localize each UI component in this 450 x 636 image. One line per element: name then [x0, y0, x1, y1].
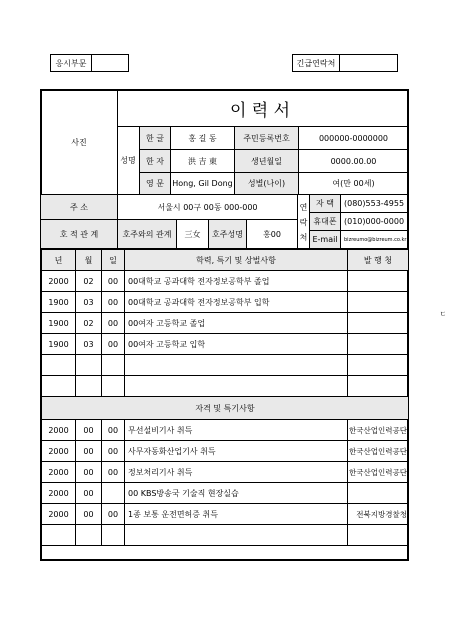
history-detail[interactable] — [125, 355, 348, 376]
gender-age-label: 성별(나이) — [235, 173, 298, 194]
name-hangul-value[interactable]: 홍 길 동 — [188, 133, 217, 143]
name-hanja-value[interactable]: 洪 吉 東 — [187, 156, 218, 166]
history-day[interactable] — [102, 355, 125, 376]
birth-date-value[interactable]: 0000.00.00 — [330, 156, 377, 166]
history-issuer[interactable] — [348, 376, 409, 397]
cert-month[interactable] — [76, 525, 102, 546]
history-issuer[interactable] — [348, 334, 409, 355]
history-row — [42, 292, 409, 313]
cert-year[interactable]: 2000 — [42, 462, 76, 483]
cert-month[interactable]: 00 — [76, 504, 102, 525]
cert-issuer[interactable]: 한국산업인력공단 — [348, 462, 409, 483]
cert-issuer[interactable]: 한국산업인력공단 — [348, 420, 409, 441]
gender-age-value[interactable]: 여(만 00세) — [332, 179, 375, 188]
family-head-name-label: 호주성명 — [209, 220, 246, 248]
history-detail[interactable]: 00대학교 공과대학 전자정보공학부 졸업 — [125, 271, 348, 292]
history-month[interactable] — [76, 376, 102, 397]
history-row — [42, 271, 409, 292]
cert-detail[interactable]: 정보처리기사 취득 — [125, 462, 348, 483]
apply-label-text: 응시부문 — [55, 58, 87, 68]
cert-detail[interactable] — [125, 525, 348, 546]
email-value[interactable]: bizreumo@bizreum.co.kr — [344, 236, 407, 243]
name-hanja-label: 한 자 — [140, 150, 170, 172]
apply-section-field[interactable] — [91, 54, 129, 72]
name-group-label: 성명 — [120, 155, 136, 165]
cert-detail[interactable]: 무선설비기사 취득 — [125, 420, 348, 441]
history-month[interactable]: 02 — [76, 313, 102, 334]
certs-header-row — [42, 397, 409, 420]
history-issuer[interactable] — [348, 271, 409, 292]
history-year[interactable]: 1900 — [42, 334, 76, 355]
history-day[interactable] — [102, 376, 125, 397]
emergency-label-text: 긴급연락처 — [296, 58, 336, 68]
history-header-row — [42, 250, 409, 271]
cert-detail[interactable]: 사무자동화산업기사 취득 — [125, 441, 348, 462]
apply-section-label — [50, 54, 92, 72]
history-detail-header: 학력, 특기 및 상벌사항 — [125, 250, 348, 271]
mobile-phone-label: 휴대폰 — [310, 213, 340, 230]
history-month[interactable]: 02 — [76, 271, 102, 292]
cert-issuer[interactable]: 전북지방경찰청 — [348, 504, 409, 525]
cert-day[interactable]: 00 — [102, 504, 125, 525]
family-head-relation-label: 호주와의 관계 — [118, 220, 176, 248]
cert-month[interactable]: 00 — [76, 441, 102, 462]
cert-day[interactable]: 00 — [102, 441, 125, 462]
history-year[interactable] — [42, 376, 76, 397]
cert-row — [42, 525, 409, 546]
history-day[interactable]: 00 — [102, 292, 125, 313]
apply-value-text — [92, 55, 128, 71]
day-header: 일 — [102, 250, 125, 271]
cert-row — [42, 483, 409, 504]
history-row — [42, 334, 409, 355]
cert-issuer[interactable] — [348, 525, 409, 546]
history-year[interactable]: 1900 — [42, 292, 76, 313]
cert-month[interactable]: 00 — [76, 483, 102, 504]
page-title: 이 력 서 — [229, 100, 291, 121]
email-label: E-mail — [310, 231, 340, 248]
family-head-relation-value[interactable]: 三女 — [184, 229, 201, 239]
history-month[interactable] — [76, 355, 102, 376]
history-year[interactable]: 2000 — [42, 271, 76, 292]
history-issuer[interactable] — [348, 355, 409, 376]
cert-row — [42, 504, 409, 525]
emergency-contact-field[interactable] — [339, 54, 398, 72]
emergency-contact-label — [292, 54, 340, 72]
history-day[interactable]: 00 — [102, 313, 125, 334]
year-header: 년 — [42, 250, 76, 271]
name-hangul-label: 한 글 — [140, 127, 170, 149]
cert-issuer[interactable] — [348, 483, 409, 504]
history-year[interactable] — [42, 355, 76, 376]
address-value[interactable]: 서울시 00구 00동 000-000 — [157, 202, 258, 212]
history-detail[interactable]: 00여자 고등학교 졸업 — [125, 313, 348, 334]
cert-row — [42, 420, 409, 441]
family-relation-label: 호 적 관 계 — [41, 220, 117, 248]
emergency-value-text — [340, 55, 397, 71]
mobile-phone-value[interactable]: (010)000-0000 — [344, 217, 405, 226]
cert-year[interactable]: 2000 — [42, 420, 76, 441]
cert-detail[interactable]: 1종 보통 운전면허증 취득 — [125, 504, 348, 525]
cert-day[interactable]: 00 — [102, 462, 125, 483]
history-row — [42, 376, 409, 397]
certs-header: 자격 및 특기사항 — [42, 397, 409, 420]
history-day[interactable]: 00 — [102, 271, 125, 292]
cert-year[interactable]: 2000 — [42, 504, 76, 525]
issuer-header: 발 행 청 — [348, 250, 409, 271]
history-detail[interactable] — [125, 376, 348, 397]
history-month[interactable]: 03 — [76, 292, 102, 313]
history-issuer[interactable] — [348, 313, 409, 334]
cert-year[interactable] — [42, 525, 76, 546]
cert-detail[interactable]: 00 KBS방송국 기술직 현장실습 — [125, 483, 348, 504]
cert-year[interactable]: 2000 — [42, 483, 76, 504]
history-detail[interactable]: 00여자 고등학교 입학 — [125, 334, 348, 355]
birth-date-label: 생년월일 — [235, 150, 298, 172]
photo-placeholder: 사진 — [71, 137, 87, 147]
cert-row — [42, 441, 409, 462]
home-phone-label: 자 택 — [310, 195, 340, 212]
cert-month[interactable]: 00 — [76, 462, 102, 483]
margin-mark: ㄷ — [439, 310, 447, 318]
history-issuer[interactable] — [348, 292, 409, 313]
cert-month[interactable]: 00 — [76, 420, 102, 441]
resident-number-value[interactable]: 000000-0000000 — [318, 133, 389, 143]
family-head-name-value[interactable]: 홍00 — [263, 229, 281, 239]
cert-day[interactable]: 00 — [102, 420, 125, 441]
contact-group-label: 연 락 처 — [299, 203, 308, 242]
cert-row — [42, 462, 409, 483]
cert-day[interactable] — [102, 483, 125, 504]
month-header: 월 — [76, 250, 102, 271]
history-row — [42, 355, 409, 376]
history-row — [42, 313, 409, 334]
cert-day[interactable] — [102, 525, 125, 546]
cert-year[interactable]: 2000 — [42, 441, 76, 462]
history-month[interactable]: 03 — [76, 334, 102, 355]
history-table — [41, 249, 409, 546]
name-english-value[interactable]: Hong, Gil Dong — [172, 179, 233, 188]
address-label: 주 소 — [41, 195, 117, 219]
home-phone-value[interactable]: (080)553-4955 — [344, 199, 405, 208]
history-year[interactable]: 1900 — [42, 313, 76, 334]
resident-number-label: 주민등록번호 — [235, 127, 298, 149]
history-day[interactable]: 00 — [102, 334, 125, 355]
name-english-label: 영 문 — [140, 173, 170, 194]
history-detail[interactable]: 00대학교 공과대학 전자정보공학부 입학 — [125, 292, 348, 313]
cert-issuer[interactable]: 한국산업인력공단 — [348, 441, 409, 462]
